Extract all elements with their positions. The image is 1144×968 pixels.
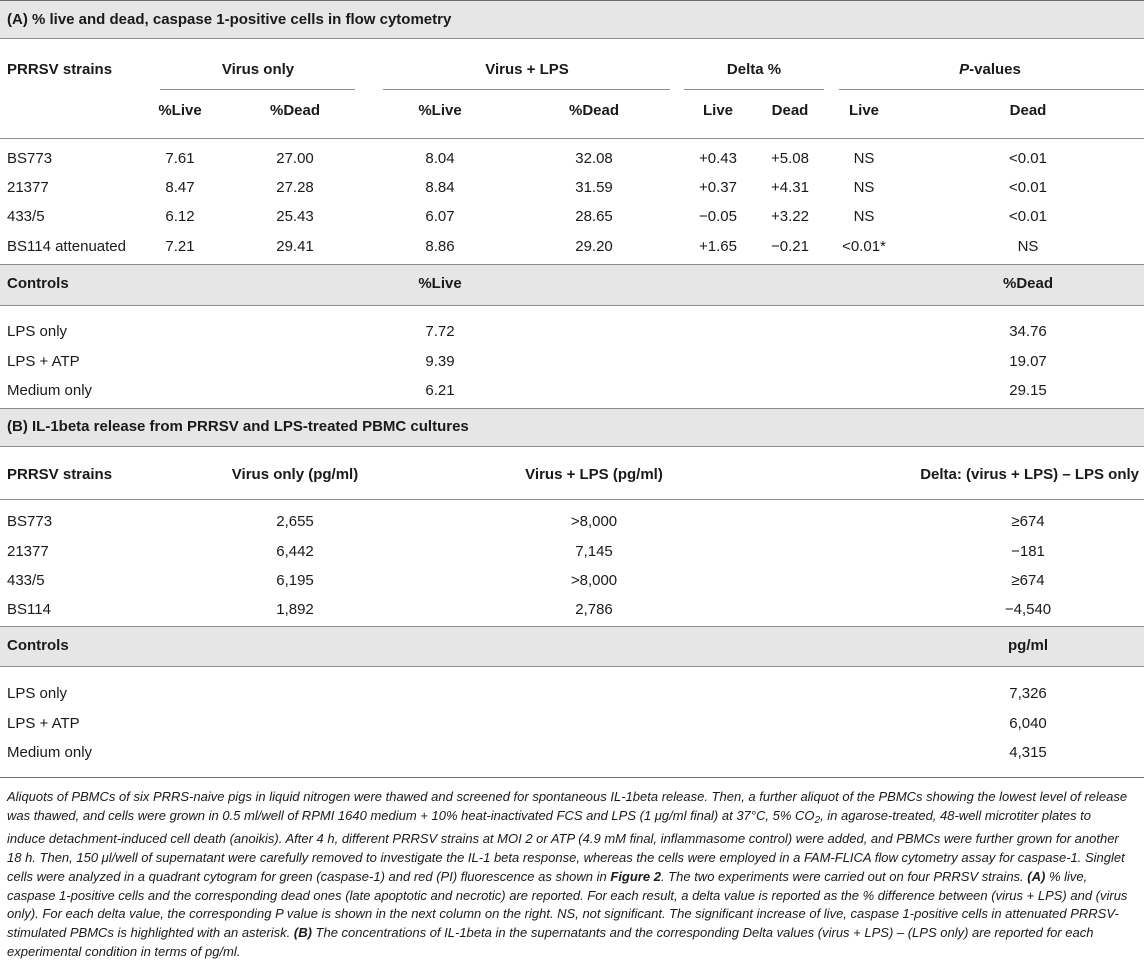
header-vo-dead: %Dead bbox=[269, 102, 321, 119]
control-dead: 29.15 bbox=[1009, 382, 1047, 399]
control-b-label: LPS + ATP bbox=[7, 715, 80, 732]
header-b-virus-only: Virus only (pg/ml) bbox=[231, 466, 359, 483]
control-b-value: 4,315 bbox=[1009, 744, 1047, 761]
control-b-label: Medium only bbox=[7, 744, 93, 761]
cell-vo-dead: 29.41 bbox=[276, 238, 314, 255]
cell-delta-live: −0.05 bbox=[699, 208, 737, 225]
cell-delta-live: +0.37 bbox=[699, 179, 737, 196]
cell-vl-dead: 31.59 bbox=[575, 179, 613, 196]
footnote-subscript: 2 bbox=[814, 814, 821, 826]
header-b-virus-lps: Virus + LPS (pg/ml) bbox=[525, 466, 663, 483]
row-b-strain: BS773 bbox=[7, 513, 53, 530]
cell-vl-live: 8.04 bbox=[425, 150, 455, 167]
cell-vo-live: 8.47 bbox=[165, 179, 195, 196]
cell-p-dead: <0.01 bbox=[1009, 208, 1047, 225]
rule-a-rows bbox=[0, 264, 1144, 265]
cell-b-delta: ≥674 bbox=[1011, 572, 1045, 589]
cell-vo-dead: 25.43 bbox=[276, 208, 314, 225]
header-p-dead: Dead bbox=[1009, 102, 1047, 119]
cell-delta-live: +1.65 bbox=[699, 238, 737, 255]
controls-a-header-band bbox=[0, 265, 1144, 305]
controls-a-label: Controls bbox=[7, 275, 69, 292]
rule-a-end bbox=[0, 408, 1144, 409]
control-label: Medium only bbox=[7, 382, 93, 399]
row-b-strain: 433/5 bbox=[7, 572, 45, 589]
cell-vl-live: 6.07 bbox=[425, 208, 455, 225]
cell-p-live: NS bbox=[853, 150, 875, 167]
rule-pvalues bbox=[839, 89, 1144, 90]
cell-p-live: NS bbox=[853, 208, 875, 225]
row-a-strain: BS114 attenuated bbox=[7, 238, 126, 255]
header-virus-only: Virus only bbox=[221, 61, 295, 78]
control-live: 7.72 bbox=[425, 323, 455, 340]
rule-virus-lps bbox=[383, 89, 670, 90]
header-delta: Delta % bbox=[726, 61, 782, 78]
cell-b-delta: −181 bbox=[1011, 543, 1045, 560]
cell-b-virus-only: 2,655 bbox=[276, 513, 314, 530]
controls-b-header-band bbox=[0, 626, 1144, 666]
row-a-strain: 21377 bbox=[7, 179, 49, 196]
cell-b-virus-lps: >8,000 bbox=[570, 513, 618, 530]
row-a-strain: BS773 bbox=[7, 150, 53, 167]
footnote-text-4: % live, caspase 1-positive cells and the corresponding dead ones (late apoptotic and necrotic) are reported. For each result, a delta value is reported as the % difference between (virus + LPS) and (virus only). For each delta value, the corresponding P value is shown in the next column on the right. NS, not significant. The significant increase of live, caspase 1-positive cells in attenuated PRRSV-stimulated PBMCs is highlighted with an asterisk. bbox=[7, 868, 1128, 940]
cell-b-virus-lps: 7,145 bbox=[575, 543, 613, 560]
footnote-figure-ref[interactable]: Figure 2 bbox=[610, 868, 661, 884]
cell-vo-live: 7.61 bbox=[165, 150, 195, 167]
cell-vl-live: 8.84 bbox=[425, 179, 455, 196]
header-b-delta: Delta: (virus + LPS) – LPS only bbox=[920, 466, 1139, 483]
cell-vl-dead: 32.08 bbox=[575, 150, 613, 167]
control-b-value: 7,326 bbox=[1009, 685, 1047, 702]
cell-delta-live: +0.43 bbox=[699, 150, 737, 167]
rule-a-title bbox=[0, 38, 1144, 39]
control-label: LPS + ATP bbox=[7, 353, 80, 370]
cell-vo-live: 6.12 bbox=[165, 208, 195, 225]
header-prrsv-strains: PRRSV strains bbox=[7, 61, 113, 78]
table-footnote bbox=[7, 788, 1132, 961]
cell-vl-dead: 28.65 bbox=[575, 208, 613, 225]
header-delta-dead: Dead bbox=[771, 102, 809, 119]
cell-vo-dead: 27.28 bbox=[276, 179, 314, 196]
cell-delta-dead: +5.08 bbox=[771, 150, 809, 167]
footnote-a-ref: (A) bbox=[1027, 868, 1046, 884]
rule-a-header bbox=[0, 138, 1144, 139]
controls-b-label: Controls bbox=[7, 637, 69, 654]
rule-b-header bbox=[0, 499, 1144, 500]
cell-p-dead: NS bbox=[1017, 238, 1039, 255]
cell-p-live: <0.01* bbox=[842, 238, 886, 255]
cell-vl-dead: 29.20 bbox=[575, 238, 613, 255]
cell-b-virus-only: 1,892 bbox=[276, 601, 314, 618]
control-b-label: LPS only bbox=[7, 685, 68, 702]
section-b-title: (B) IL-1beta release from PRRSV and LPS-treated PBMC cultures bbox=[7, 418, 469, 435]
rule-a-controls bbox=[0, 305, 1144, 306]
section-a-title: (A) % live and dead, caspase 1-positive cells in flow cytometry bbox=[7, 11, 452, 28]
cell-delta-dead: +3.22 bbox=[771, 208, 809, 225]
cell-b-delta: ≥674 bbox=[1011, 513, 1045, 530]
footnote-text-3: . The two experiments were carried out on four PRRSV strains. bbox=[660, 868, 1028, 884]
rule-b-controls bbox=[0, 666, 1144, 667]
cell-vo-live: 7.21 bbox=[165, 238, 195, 255]
cell-vl-live: 8.86 bbox=[425, 238, 455, 255]
control-live: 9.39 bbox=[425, 353, 455, 370]
control-dead: 19.07 bbox=[1009, 353, 1047, 370]
controls-b-unit-header: pg/ml bbox=[1008, 637, 1048, 654]
controls-a-dead-header: %Dead bbox=[1002, 275, 1054, 292]
top-rule bbox=[0, 0, 1144, 1]
control-b-value: 6,040 bbox=[1009, 715, 1047, 732]
row-a-strain: 433/5 bbox=[7, 208, 45, 225]
cell-p-live: NS bbox=[853, 179, 875, 196]
header-b-prrsv-strains: PRRSV strains bbox=[7, 466, 113, 483]
header-vl-live: %Live bbox=[418, 102, 462, 119]
control-label: LPS only bbox=[7, 323, 68, 340]
footnote-text-5: The concentrations of IL-1beta in the supernatants and the corresponding Delta values (virus + LPS) – (LPS only) are reported for each experimental condition in terms of pg/ml. bbox=[7, 924, 1094, 959]
header-pvalues: P-values bbox=[959, 61, 1021, 78]
control-dead: 34.76 bbox=[1009, 323, 1047, 340]
row-b-strain: BS114 bbox=[7, 601, 51, 618]
row-b-strain: 21377 bbox=[7, 543, 49, 560]
cell-vo-dead: 27.00 bbox=[276, 150, 314, 167]
header-delta-live: Live bbox=[702, 102, 734, 119]
cell-b-delta: −4,540 bbox=[1004, 601, 1052, 618]
rule-delta bbox=[684, 89, 824, 90]
footnote-text-1: Aliquots of PBMCs of six PRRS-naive pigs in liquid nitrogen were thawed and screened for spontaneous IL-1beta release. Then, a further aliquot of the PBMCs showing the lowest level of release was thawed, and cells were grown in 0.5 ml/well of RPMI 1640 medium + 10% heat-inactivated FCS and LPS (1 μg/ml final) at 37°C, 5% CO bbox=[7, 789, 1128, 823]
rule-b-rows bbox=[0, 626, 1144, 627]
rule-b-title bbox=[0, 446, 1144, 447]
header-p-live: Live bbox=[848, 102, 880, 119]
cell-b-virus-lps: 2,786 bbox=[575, 601, 613, 618]
cell-p-dead: <0.01 bbox=[1009, 179, 1047, 196]
cell-b-virus-lps: >8,000 bbox=[570, 572, 618, 589]
cell-delta-dead: −0.21 bbox=[771, 238, 809, 255]
rule-virus-only bbox=[160, 89, 355, 90]
controls-a-live-header: %Live bbox=[418, 275, 462, 292]
cell-b-virus-only: 6,195 bbox=[276, 572, 314, 589]
cell-p-dead: <0.01 bbox=[1009, 150, 1047, 167]
footnote-b-ref: (B) bbox=[293, 924, 312, 940]
footnote-text-2: , in agarose-treated, 48-well microtiter plates to induce detachment-induced cell death (anoikis). After 4 h, different PRRSV strains at MOI 2 or ATP (4.9 mM final, inflammasome control) were added, and PBMCs were further grown for another 18 h. Then, 150 μl/well of supernatant were carefully removed to investigate the IL-1 beta response, whereas the cells were employed in a FAM-FLICA flow cytometry assay for caspase-1. Singlet cells were analyzed in a quadrant cytogram for green (caspase-1) and red (PI) fluorescence as shown in bbox=[7, 807, 1125, 884]
header-vl-dead: %Dead bbox=[568, 102, 620, 119]
cell-delta-dead: +4.31 bbox=[771, 179, 809, 196]
header-virus-lps: Virus + LPS bbox=[485, 61, 569, 78]
control-live: 6.21 bbox=[425, 382, 455, 399]
rule-b-end bbox=[0, 777, 1144, 778]
cell-b-virus-only: 6,442 bbox=[276, 543, 314, 560]
header-vo-live: %Live bbox=[158, 102, 202, 119]
